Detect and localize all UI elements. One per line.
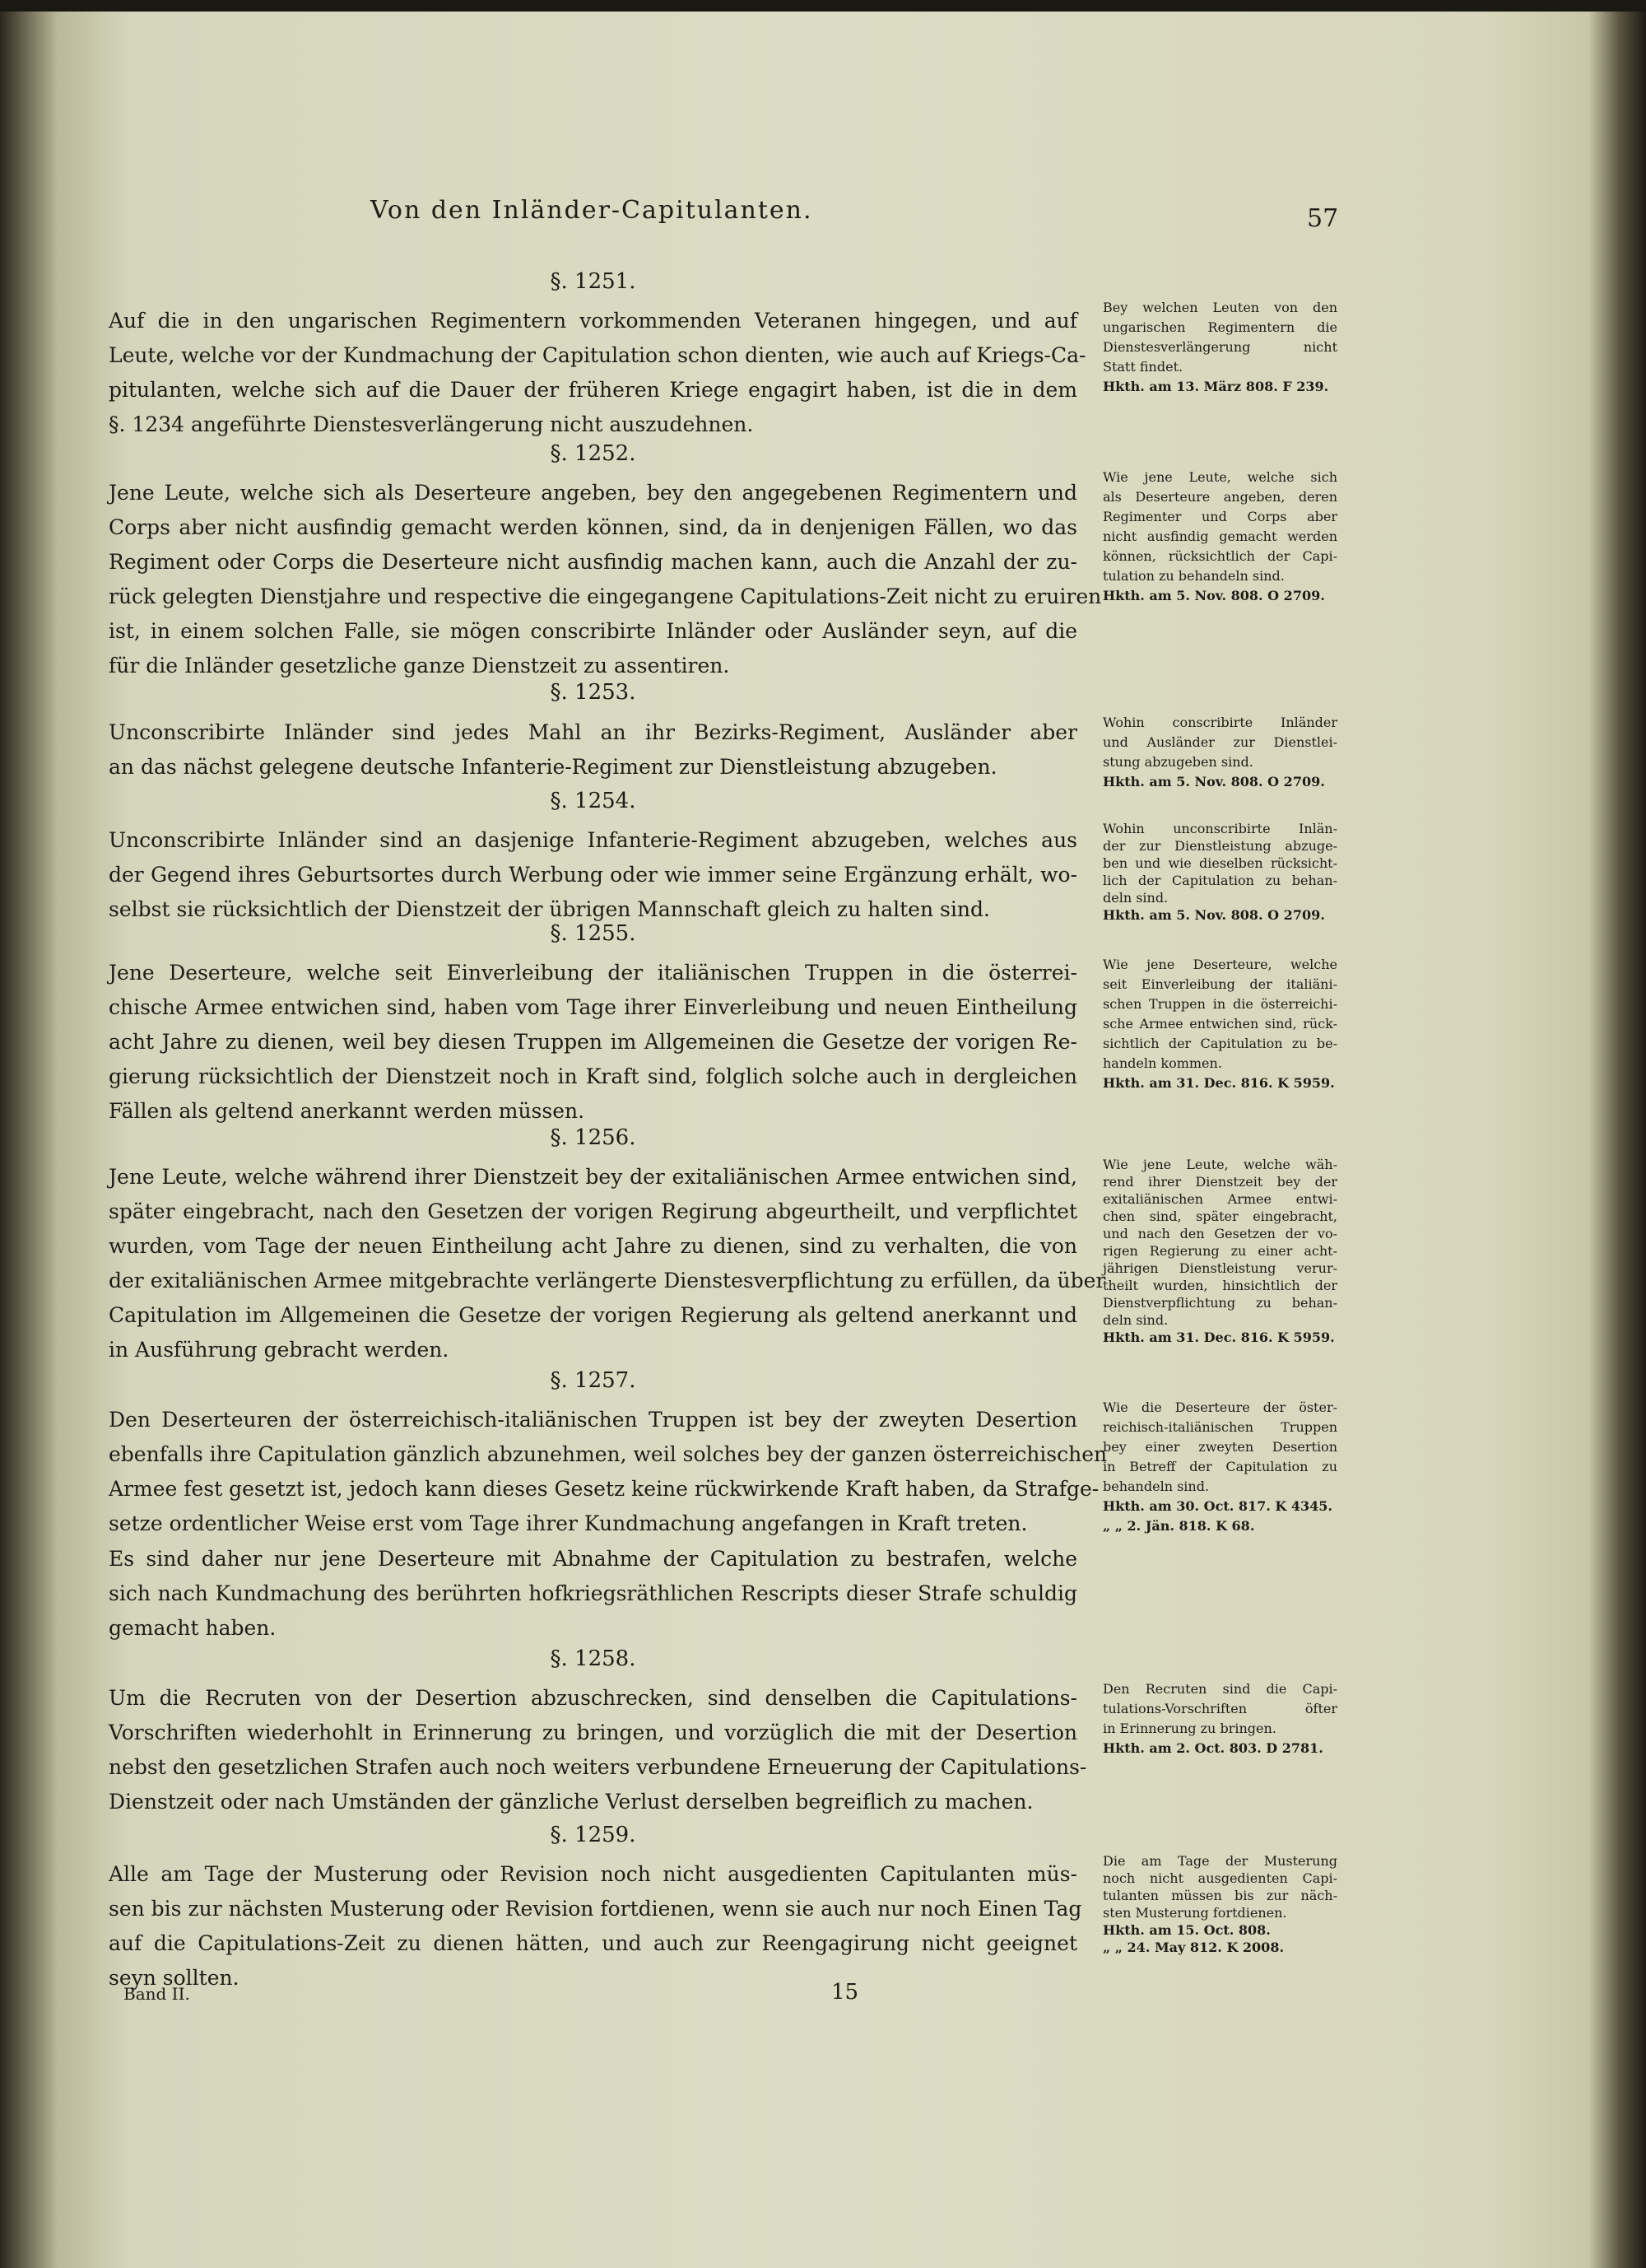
paragraph xyxy=(109,715,1077,785)
paragraph xyxy=(109,1403,1108,1541)
text-line: Unconscribirte Inländer sind jedes Mahl an ihr Bezirks-Regiment, Ausländer aber xyxy=(109,720,1077,744)
paragraph xyxy=(109,476,1102,683)
paragraph xyxy=(109,1857,1082,1996)
section-heading: §. 1256. xyxy=(550,1125,636,1150)
note-line: reichisch-italiänischen Truppen xyxy=(1103,1419,1337,1435)
text-line: nebst den gesetzlichen Strafen auch noch weiters verbundene Erneuerung der Capitulations- xyxy=(109,1755,1087,1779)
decree-reference: Hkth. am 2. Oct. 803. D 2781. xyxy=(1103,1740,1323,1756)
note-line: in Erinnerung zu bringen. xyxy=(1103,1721,1276,1736)
note-line: Regimenter und Corps aber xyxy=(1103,509,1337,524)
text-line: Den Deserteuren der österreichisch-italiänischen Truppen ist bey der zweyten Desertion xyxy=(109,1408,1077,1432)
text-line: chische Armee entwichen sind, haben vom Tage ihrer Einverleibung und neuen Eintheilung xyxy=(109,995,1077,1019)
decree-reference: Hkth. am 13. März 808. F 239. xyxy=(1103,379,1329,394)
text-line: ist, in einem solchen Falle, sie mögen conscribirte Inländer oder Ausländer seyn, auf die xyxy=(109,619,1077,643)
page-number: 57 xyxy=(1307,204,1339,233)
running-title: Von den Inländer-Capitulanten. xyxy=(370,196,813,225)
note-line: sichtlich der Capitulation zu be- xyxy=(1103,1036,1337,1051)
margin-note xyxy=(1103,713,1337,792)
text-line: Leute, welche vor der Kundmachung der Capitulation schon dienten, wie auch auf Kriegs-Ca- xyxy=(109,343,1086,367)
text-line: sen bis zur nächsten Musterung oder Revision fortdienen, wenn sie auch nur noch Einen Tag xyxy=(109,1897,1082,1921)
text-line: Regiment oder Corps die Deserteure nicht ausfindig machen kann, auch die Anzahl der zu- xyxy=(109,550,1077,574)
text-line: seyn sollten. xyxy=(109,1966,239,1990)
text-line: der Gegend ihres Geburtsortes durch Werbung oder wie immer seine Ergänzung erhält, wo- xyxy=(109,863,1077,887)
section-heading: §. 1257. xyxy=(550,1368,636,1393)
decree-reference: Hkth. am 5. Nov. 808. O 2709. xyxy=(1103,907,1325,923)
text-line: Dienstzeit oder nach Umständen der gänzliche Verlust derselben begreiflich zu machen. xyxy=(109,1790,1034,1814)
paragraph xyxy=(109,956,1077,1129)
note-line: als Deserteure angeben, deren xyxy=(1103,489,1337,505)
text-line: rück gelegten Dienstjahre und respective die eingegangene Capitulations-Zeit nicht zu eruiren xyxy=(109,584,1102,608)
note-line: nicht ausfindig gemacht werden xyxy=(1103,529,1337,544)
margin-note xyxy=(1103,955,1337,1093)
decree-reference: Hkth. am 15. Oct. 808. xyxy=(1103,1922,1271,1938)
text-line: später eingebracht, nach den Gesetzen der vorigen Regirung abgeurtheilt, und verpflichtet xyxy=(109,1199,1077,1223)
text-line: Unconscribirte Inländer sind an dasjenige Infanterie-Regiment abzugeben, welches aus xyxy=(109,828,1077,852)
note-line: Wohin unconscribirte Inlän- xyxy=(1103,821,1337,836)
note-line: ben und wie dieselben rücksicht- xyxy=(1103,855,1337,871)
note-line: deln sind. xyxy=(1103,890,1169,906)
note-line: der zur Dienstleistung abzuge- xyxy=(1103,838,1337,854)
decree-reference: „ „ 2. Jän. 818. K 68. xyxy=(1103,1518,1255,1534)
text-line: setze ordentlicher Weise erst vom Tage ihrer Kundmachung angefangen in Kraft treten. xyxy=(109,1511,1028,1535)
note-line: stung abzugeben sind. xyxy=(1103,754,1253,770)
text-line: Jene Leute, welche sich als Deserteure angeben, bey den angegebenen Regimentern und xyxy=(109,481,1077,505)
note-line: tulanten müssen bis zur näch- xyxy=(1103,1888,1337,1903)
text-line: Auf die in den ungarischen Regimentern vorkommenden Veteranen hingegen, und auf xyxy=(109,309,1077,333)
section-heading: §. 1258. xyxy=(550,1646,636,1671)
note-line: tulations-Vorschriften öfter xyxy=(1103,1701,1337,1716)
margin-note xyxy=(1103,468,1337,606)
margin-note xyxy=(1103,298,1337,397)
note-line: rend ihrer Dienstzeit bey der xyxy=(1103,1174,1337,1190)
decree-reference: Hkth. am 5. Nov. 808. O 2709. xyxy=(1103,774,1325,789)
note-line: exitaliänischen Armee entwi- xyxy=(1103,1191,1337,1207)
text-line: der exitaliänischen Armee mitgebrachte verlängerte Dienstesverpflichtung zu erfüllen, da über xyxy=(109,1269,1106,1292)
note-line: Wie jene Leute, welche sich xyxy=(1103,469,1337,485)
note-line: behandeln sind. xyxy=(1103,1479,1210,1494)
paragraph xyxy=(109,1681,1087,1819)
note-line: schen Truppen in die österreichi- xyxy=(1103,996,1337,1012)
note-line: und Ausländer zur Dienstlei- xyxy=(1103,734,1337,750)
text-line: für die Inländer gesetzliche ganze Dienstzeit zu assentiren. xyxy=(109,654,730,678)
section-heading: §. 1259. xyxy=(550,1823,636,1847)
text-line: gemacht haben. xyxy=(109,1616,277,1640)
text-line: selbst sie rücksichtlich der Dienstzeit der übrigen Mannschaft gleich zu halten sind. xyxy=(109,897,990,921)
text-line: Armee fest gesetzt ist, jedoch kann dieses Gesetz keine rückwirkende Kraft haben, da Strafge- xyxy=(109,1477,1100,1501)
paragraph xyxy=(109,1542,1077,1646)
note-line: ungarischen Regimentern die xyxy=(1103,319,1337,335)
note-line: bey einer zweyten Desertion xyxy=(1103,1439,1337,1455)
text-line: §. 1234 angeführte Dienstesverlängerung nicht auszudehnen. xyxy=(109,412,754,436)
note-line: Dienstverpflichtung zu behan- xyxy=(1103,1295,1337,1311)
note-line: Bey welchen Leuten von den xyxy=(1103,300,1337,315)
margin-note xyxy=(1103,1156,1337,1346)
text-line: wurden, vom Tage der neuen Eintheilung acht Jahre zu dienen, sind zu verhalten, die von xyxy=(109,1234,1077,1258)
text-line: sich nach Kundmachung des berührten hofkriegsräthlichen Rescripts dieser Strafe schuldig xyxy=(109,1581,1077,1605)
note-line: in Betreff der Capitulation zu xyxy=(1103,1459,1337,1474)
text-line: Jene Deserteure, welche seit Einverleibung der italiänischen Truppen in die österrei- xyxy=(109,961,1077,985)
note-line: tulation zu behandeln sind. xyxy=(1103,568,1285,584)
note-line: sten Musterung fortdienen. xyxy=(1103,1905,1287,1921)
decree-reference: „ „ 24. May 812. K 2008. xyxy=(1103,1940,1285,1955)
text-line: an das nächst gelegene deutsche Infanterie-Regiment zur Dienstleistung abzugeben. xyxy=(109,755,997,779)
note-line: Wohin conscribirte Inländer xyxy=(1103,715,1337,730)
signature-mark: 15 xyxy=(831,1980,859,2005)
decree-reference: Hkth. am 31. Dec. 816. K 5959. xyxy=(1103,1330,1335,1345)
text-line: Alle am Tage der Musterung oder Revision noch nicht ausgedienten Capitulanten müs- xyxy=(109,1862,1077,1886)
note-line: Wie die Deserteure der öster- xyxy=(1103,1399,1337,1415)
margin-note xyxy=(1103,1852,1337,1956)
note-line: lich der Capitulation zu behan- xyxy=(1103,873,1337,888)
note-line: rigen Regierung zu einer acht- xyxy=(1103,1243,1337,1259)
text-line: Jene Leute, welche während ihrer Dienstzeit bey der exitaliänischen Armee entwichen sind, xyxy=(109,1165,1077,1189)
margin-note xyxy=(1103,1679,1337,1758)
section-heading: §. 1252. xyxy=(550,441,636,466)
decree-reference: Hkth. am 31. Dec. 816. K 5959. xyxy=(1103,1075,1335,1091)
text-line: Corps aber nicht ausfindig gemacht werden können, sind, da in denjenigen Fällen, wo das xyxy=(109,515,1077,539)
note-line: und nach den Gesetzen der vo- xyxy=(1103,1226,1337,1241)
section-heading: §. 1251. xyxy=(550,269,636,294)
note-line: jährigen Dienstleistung verur- xyxy=(1103,1260,1337,1276)
paragraph xyxy=(109,823,1077,927)
note-line: Wie jene Deserteure, welche xyxy=(1103,957,1337,972)
text-line: in Ausführung gebracht werden. xyxy=(109,1338,449,1362)
text-line: acht Jahre zu dienen, weil bey diesen Truppen im Allgemeinen die Gesetze der vorigen Re- xyxy=(109,1030,1077,1054)
paragraph xyxy=(109,1160,1106,1367)
decree-reference: Hkth. am 5. Nov. 808. O 2709. xyxy=(1103,588,1325,603)
note-line: Die am Tage der Musterung xyxy=(1103,1853,1337,1869)
paragraph xyxy=(109,304,1086,442)
section-heading: §. 1255. xyxy=(550,921,636,946)
text-line: Capitulation im Allgemeinen die Gesetze der vorigen Regierung als geltend anerkannt und xyxy=(109,1303,1077,1327)
note-line: können, rücksichtlich der Capi- xyxy=(1103,548,1337,564)
note-line: Wie jene Leute, welche wäh- xyxy=(1103,1157,1337,1172)
margin-note xyxy=(1103,820,1337,924)
note-line: sche Armee entwichen sind, rück- xyxy=(1103,1016,1337,1032)
section-heading: §. 1254. xyxy=(550,789,636,813)
decree-reference: Hkth. am 30. Oct. 817. K 4345. xyxy=(1103,1498,1332,1514)
note-line: theilt wurden, hinsichtlich der xyxy=(1103,1278,1337,1293)
note-line: noch nicht ausgedienten Capi- xyxy=(1103,1870,1337,1886)
text-line: ebenfalls ihre Capitulation gänzlich abzunehmen, weil solches bey der ganzen österreichischen xyxy=(109,1442,1108,1466)
text-line: pitulanten, welche sich auf die Dauer der früheren Kriege engagirt haben, ist die in dem xyxy=(109,378,1077,402)
section-heading: §. 1253. xyxy=(550,680,636,705)
note-line: chen sind, später eingebracht, xyxy=(1103,1209,1337,1224)
note-line: Den Recruten sind die Capi- xyxy=(1103,1681,1337,1697)
note-line: handeln kommen. xyxy=(1103,1055,1222,1071)
margin-note xyxy=(1103,1398,1337,1536)
note-line: seit Einverleibung der italiäni- xyxy=(1103,976,1337,992)
text-line: Vorschriften wiederhohlt in Erinnerung zu bringen, und vorzüglich die mit der Desertion xyxy=(109,1721,1077,1744)
text-line: Fällen als geltend anerkannt werden müssen. xyxy=(109,1099,585,1123)
note-line: Dienstesverlängerung nicht xyxy=(1103,339,1337,355)
text-line: Es sind daher nur jene Deserteure mit Abnahme der Capitulation zu bestrafen, welche xyxy=(109,1547,1077,1571)
text-line: auf die Capitulations-Zeit zu dienen hätten, und auch zur Reengagirung nicht geeignet xyxy=(109,1931,1077,1955)
scan-border xyxy=(0,0,1646,12)
text-line: Um die Recruten von der Desertion abzuschrecken, sind denselben die Capitulations- xyxy=(109,1686,1077,1710)
text-line: gierung rücksichtlich der Dienstzeit noch in Kraft sind, folglich solche auch in dergleichen xyxy=(109,1064,1077,1088)
note-line: deln sind. xyxy=(1103,1312,1169,1328)
note-line: Statt findet. xyxy=(1103,359,1183,375)
volume-label: Band II. xyxy=(123,1984,190,2004)
